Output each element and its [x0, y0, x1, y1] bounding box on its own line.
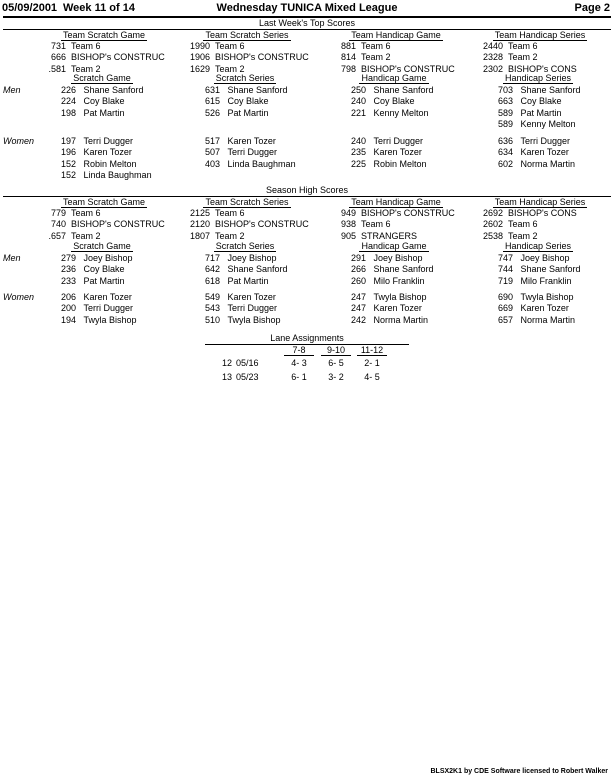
- bowler-name: Pat Martin: [520, 107, 562, 118]
- score-value: 615: [204, 96, 220, 107]
- team-name: Team 2: [361, 52, 391, 63]
- team-score-row: [476, 219, 538, 230]
- bowler-name: Norma Martin: [520, 158, 576, 169]
- score-value: 719: [497, 275, 513, 286]
- team-name: Team 2: [508, 230, 538, 241]
- score-value: 240: [350, 96, 366, 107]
- individual-column-header-label: Scratch Game: [73, 241, 131, 251]
- bowler-score-row: [488, 96, 562, 107]
- score-value: 2538: [482, 230, 503, 241]
- bowler-name: Coy Blake: [227, 96, 269, 107]
- score-value: 1629: [189, 63, 210, 74]
- bowler-score-row: [488, 276, 572, 287]
- lane-pair-header: 7-8: [284, 345, 314, 356]
- bowler-name: Shane Sanford: [520, 85, 581, 95]
- score-value: 949: [340, 208, 356, 218]
- bowler-score-row: [52, 85, 144, 96]
- score-value: 2302: [482, 63, 503, 74]
- score-value: 224: [60, 96, 76, 107]
- team-score-row: [40, 52, 165, 63]
- bowler-name: Milo Franklin: [520, 275, 572, 286]
- team-score-row: [183, 219, 309, 230]
- team-name: Team 6: [508, 219, 538, 230]
- bowler-score-row: [344, 303, 422, 314]
- score-value: 740: [50, 219, 66, 230]
- bowler-score-row: [52, 292, 132, 303]
- lane-matchup: 2- 1: [364, 358, 380, 368]
- score-value: 938: [340, 219, 356, 230]
- score-value: 636: [497, 136, 513, 146]
- report-header: [0, 0, 614, 16]
- score-value: 266: [350, 264, 366, 275]
- team-name: BISHOP's CONS: [508, 208, 577, 218]
- score-value: 260: [350, 275, 366, 286]
- team-score-row: [332, 208, 455, 219]
- gender-label: Men: [3, 85, 21, 95]
- bowler-name: Milo Franklin: [373, 275, 425, 286]
- team-name: Team 6: [71, 41, 101, 51]
- team-score-row: [40, 208, 101, 219]
- bowler-score-row: [195, 147, 277, 158]
- score-value: 517: [204, 136, 220, 146]
- team-score-row: [476, 208, 577, 219]
- bowler-name: Karen Tozer: [83, 147, 132, 158]
- score-value: 235: [350, 147, 366, 158]
- bowler-score-row: [488, 303, 569, 314]
- team-score-row: [476, 41, 538, 52]
- score-value: 589: [497, 107, 513, 118]
- score-value: 814: [340, 52, 356, 63]
- bowler-name: Linda Baughman: [83, 169, 152, 180]
- bowler-name: Joey Bishop: [83, 253, 133, 263]
- team-score-row: [40, 41, 101, 52]
- bowler-score-row: [488, 136, 570, 147]
- bowler-name: Pat Martin: [83, 107, 125, 118]
- team-name: STRANGERS: [361, 230, 418, 241]
- score-value: 669: [497, 303, 513, 314]
- team-name: Team 6: [361, 41, 391, 51]
- bowler-name: Shane Sanford: [227, 85, 288, 95]
- bowler-name: Twyla Bishop: [520, 292, 574, 302]
- bowler-score-row: [488, 315, 575, 326]
- bowler-name: Karen Tozer: [373, 147, 422, 158]
- gender-label: Women: [3, 292, 35, 302]
- bowler-score-row: [52, 147, 132, 158]
- bowler-name: Terri Dugger: [373, 136, 424, 146]
- score-value: 657: [497, 314, 513, 325]
- team-score-row: [332, 231, 417, 242]
- score-value: 152: [60, 169, 76, 180]
- bowler-score-row: [344, 315, 428, 326]
- bowler-name: Karen Tozer: [520, 303, 569, 314]
- score-value: 744: [497, 264, 513, 275]
- bowler-name: Kenny Melton: [373, 107, 429, 118]
- team-name: Team 6: [71, 208, 101, 218]
- score-value: 731: [50, 41, 66, 51]
- score-value: 247: [350, 303, 366, 314]
- league-title: Wednesday TUNICA Mixed League: [216, 2, 398, 14]
- team-column-header: [484, 30, 596, 41]
- score-value: 666: [50, 52, 66, 63]
- score-value: 526: [204, 107, 220, 118]
- bowler-name: Terri Dugger: [83, 136, 134, 146]
- bowler-score-row: [344, 253, 423, 264]
- bowler-name: Kenny Melton: [520, 118, 576, 129]
- score-value: 881: [340, 41, 356, 51]
- individual-column-header: [338, 241, 450, 252]
- bowler-name: Joey Bishop: [227, 253, 277, 263]
- bowler-score-row: [195, 303, 277, 314]
- score-value: 279: [60, 253, 76, 263]
- score-value: 2602: [482, 219, 503, 230]
- bowler-score-row: [195, 85, 288, 96]
- team-name: Team 6: [215, 41, 245, 51]
- team-name: BISHOP's CONSTRUC: [71, 219, 165, 230]
- bowler-name: Coy Blake: [373, 96, 415, 107]
- bowler-score-row: [344, 292, 427, 303]
- gender-label: Women: [3, 136, 35, 146]
- section-title: Last Week's Top Scores: [259, 18, 355, 28]
- bowler-name: Twyla Bishop: [227, 314, 281, 325]
- team-column-header: [191, 197, 303, 208]
- individual-column-header-label: Handicap Series: [504, 73, 572, 83]
- team-column-header-label: Team Scratch Series: [205, 30, 289, 40]
- score-value: 206: [60, 292, 76, 302]
- week-indicator: Week 11 of 14: [63, 2, 135, 14]
- team-column-header-label: Team Scratch Game: [62, 197, 146, 207]
- score-value: 905: [340, 230, 356, 241]
- bowler-score-row: [52, 303, 133, 314]
- bowler-score-row: [195, 159, 296, 170]
- score-value: 510: [204, 314, 220, 325]
- score-value: 1990: [189, 41, 210, 51]
- bowler-name: Robin Melton: [83, 158, 137, 169]
- team-column-header-label: Team Handicap Series: [494, 30, 586, 40]
- team-score-row: [332, 219, 391, 230]
- lane-title: Lane Assignments: [270, 333, 344, 343]
- lane-matchup: 3- 2: [328, 372, 344, 382]
- score-value: 152: [60, 158, 76, 169]
- bowler-score-row: [344, 85, 434, 96]
- lane-pair-header: 9-10: [321, 345, 351, 356]
- section-title: Season High Scores: [265, 185, 349, 195]
- team-column-header: [340, 197, 452, 208]
- team-column-header: [340, 30, 452, 41]
- score-value: 200: [60, 303, 76, 314]
- bowler-name: Pat Martin: [83, 275, 125, 286]
- bowler-name: Joey Bishop: [520, 253, 570, 263]
- score-value: 225: [350, 158, 366, 169]
- bowler-score-row: [195, 136, 276, 147]
- bowler-score-row: [52, 170, 152, 181]
- lane-week-number: 12: [221, 358, 232, 368]
- team-column-header-label: Team Handicap Game: [351, 30, 441, 40]
- score-value: 798: [340, 63, 356, 74]
- bowler-score-row: [52, 136, 133, 147]
- score-value: 1906: [189, 52, 210, 63]
- team-name: BISHOP's CONSTRUC: [215, 219, 309, 230]
- score-value: 226: [60, 85, 76, 95]
- team-name: Team 2: [71, 230, 101, 241]
- team-score-row: [183, 208, 245, 219]
- score-value: 642: [204, 264, 220, 275]
- bowler-name: Pat Martin: [227, 275, 269, 286]
- score-value: 197: [60, 136, 76, 146]
- bowler-score-row: [52, 253, 133, 264]
- team-name: Team 6: [215, 208, 245, 218]
- score-value: 703: [497, 85, 513, 95]
- score-value: 247: [350, 292, 366, 302]
- lane-pair-header: 11-12: [357, 345, 387, 356]
- individual-column-header-label: Handicap Game: [361, 73, 427, 83]
- bowler-score-row: [344, 96, 415, 107]
- gender-label: Men: [3, 253, 21, 263]
- bowler-score-row: [344, 159, 427, 170]
- score-value: 2692: [482, 208, 503, 218]
- bowler-name: Robin Melton: [373, 158, 427, 169]
- individual-column-header-label: Handicap Series: [504, 241, 572, 251]
- bowler-name: Karen Tozer: [520, 147, 569, 158]
- team-column-header-label: Team Scratch Series: [205, 197, 289, 207]
- bowler-name: Twyla Bishop: [373, 292, 427, 302]
- individual-column-header-label: Handicap Game: [361, 241, 427, 251]
- team-name: BISHOP's CONSTRUC: [361, 63, 455, 74]
- software-credit: BLSX2K1 by CDE Software licensed to Robert Walker: [430, 768, 608, 775]
- team-name: BISHOP's CONS: [508, 63, 577, 74]
- team-score-row: [40, 231, 101, 242]
- score-value: 779: [50, 208, 66, 218]
- bowler-name: Shane Sanford: [373, 264, 434, 275]
- score-value: 240: [350, 136, 366, 146]
- bowler-name: Karen Tozer: [227, 136, 276, 146]
- bowler-name: Terri Dugger: [227, 147, 278, 158]
- score-value: 507: [204, 147, 220, 158]
- bowler-score-row: [52, 108, 125, 119]
- score-value: 233: [60, 275, 76, 286]
- bowler-score-row: [344, 264, 434, 275]
- bowler-score-row: [488, 253, 570, 264]
- bowler-score-row: [195, 276, 269, 287]
- bowler-name: Joey Bishop: [373, 253, 423, 263]
- bowler-name: Pat Martin: [227, 107, 269, 118]
- bowler-score-row: [488, 108, 562, 119]
- team-name: Team 6: [361, 219, 391, 230]
- score-value: 242: [350, 314, 366, 325]
- score-value: 549: [204, 292, 220, 302]
- bowler-name: Norma Martin: [373, 314, 429, 325]
- bowler-score-row: [344, 276, 425, 287]
- team-score-row: [183, 41, 245, 52]
- bowler-score-row: [195, 253, 277, 264]
- lane-matchup: 6- 1: [291, 372, 307, 382]
- bowler-name: Karen Tozer: [227, 292, 276, 302]
- lane-matchup: 4- 5: [364, 372, 380, 382]
- team-score-row: [476, 231, 538, 242]
- lane-matchup: 6- 5: [328, 358, 344, 368]
- score-value: 2120: [189, 219, 210, 230]
- bowler-name: Coy Blake: [520, 96, 562, 107]
- team-column-header-label: Team Scratch Game: [62, 30, 146, 40]
- score-value: 2440: [482, 41, 503, 51]
- bowler-score-row: [195, 108, 269, 119]
- bowler-score-row: [344, 136, 423, 147]
- bowler-score-row: [52, 159, 137, 170]
- score-value: 1807: [189, 230, 210, 241]
- bowler-score-row: [52, 276, 125, 287]
- bowler-score-row: [488, 264, 581, 275]
- score-value: 196: [60, 147, 76, 158]
- bowler-score-row: [488, 159, 575, 170]
- score-value: 2328: [482, 52, 503, 63]
- team-name: Team 2: [71, 63, 101, 74]
- team-score-row: [476, 52, 538, 63]
- team-name: Team 2: [508, 52, 538, 63]
- bowler-score-row: [195, 264, 288, 275]
- score-value: 198: [60, 107, 76, 118]
- bowler-name: Karen Tozer: [373, 303, 422, 314]
- team-score-row: [183, 231, 245, 242]
- bowler-score-row: [488, 119, 576, 130]
- bowler-score-row: [195, 315, 281, 326]
- score-value: 618: [204, 275, 220, 286]
- bowler-name: Terri Dugger: [520, 136, 571, 146]
- score-value: .581: [48, 63, 66, 74]
- score-value: 663: [497, 96, 513, 107]
- team-column-header: [191, 30, 303, 41]
- score-value: 543: [204, 303, 220, 314]
- bowler-name: Twyla Bishop: [83, 314, 137, 325]
- bowler-score-row: [488, 85, 581, 96]
- team-column-header-label: Team Handicap Series: [494, 197, 586, 207]
- bowler-name: Coy Blake: [83, 96, 125, 107]
- individual-column-header-label: Scratch Game: [73, 73, 131, 83]
- team-name: Team 2: [215, 230, 245, 241]
- score-value: 602: [497, 158, 513, 169]
- bowler-name: Shane Sanford: [520, 264, 581, 275]
- individual-column-header: [46, 241, 158, 252]
- bowler-name: Terri Dugger: [227, 303, 278, 314]
- team-score-row: [40, 219, 165, 230]
- bowler-score-row: [195, 292, 276, 303]
- lane-week-number: 13: [221, 372, 232, 382]
- score-value: 717: [204, 253, 220, 263]
- score-value: 631: [204, 85, 220, 95]
- score-value: 250: [350, 85, 366, 95]
- team-name: Team 2: [215, 63, 245, 74]
- team-name: Team 6: [508, 41, 538, 51]
- page-number: Page 2: [574, 2, 610, 14]
- bowler-name: Norma Martin: [520, 314, 576, 325]
- bowler-score-row: [195, 96, 269, 107]
- bowler-name: Shane Sanford: [373, 85, 434, 95]
- team-column-header: [484, 197, 596, 208]
- team-column-header: [48, 30, 160, 41]
- bowler-name: Karen Tozer: [83, 292, 132, 302]
- team-score-row: [332, 41, 391, 52]
- score-value: 403: [204, 158, 220, 169]
- individual-column-header: [189, 73, 301, 84]
- score-value: 589: [497, 118, 513, 129]
- score-value: 194: [60, 314, 76, 325]
- individual-column-header: [46, 73, 158, 84]
- individual-column-header-label: Scratch Series: [215, 241, 275, 251]
- score-value: 2125: [189, 208, 210, 218]
- team-name: BISHOP's CONSTRUC: [361, 208, 455, 218]
- individual-column-header: [482, 241, 594, 252]
- team-score-row: [183, 52, 309, 63]
- score-value: 634: [497, 147, 513, 158]
- bowler-score-row: [52, 96, 125, 107]
- bowler-score-row: [488, 292, 574, 303]
- individual-column-header: [482, 73, 594, 84]
- team-column-header: [48, 197, 160, 208]
- team-column-header-label: Team Handicap Game: [351, 197, 441, 207]
- bowler-score-row: [52, 315, 137, 326]
- team-name: BISHOP's CONSTRUC: [71, 52, 165, 63]
- bowler-name: Shane Sanford: [83, 85, 144, 95]
- lane-matchup: 4- 3: [291, 358, 307, 368]
- bowler-name: Shane Sanford: [227, 264, 288, 275]
- team-name: BISHOP's CONSTRUC: [215, 52, 309, 63]
- score-value: 747: [497, 253, 513, 263]
- report-date: 05/09/2001: [2, 2, 58, 14]
- bowler-name: Linda Baughman: [227, 158, 296, 169]
- lane-date: 05/23: [236, 372, 259, 382]
- score-value: .657: [48, 230, 66, 241]
- individual-column-header: [189, 241, 301, 252]
- bowler-score-row: [344, 108, 429, 119]
- individual-column-header-label: Scratch Series: [215, 73, 275, 83]
- bowler-name: Terri Dugger: [83, 303, 134, 314]
- score-value: 690: [497, 292, 513, 302]
- bowler-score-row: [344, 147, 422, 158]
- bowler-score-row: [488, 147, 569, 158]
- team-score-row: [332, 52, 391, 63]
- score-value: 236: [60, 264, 76, 275]
- bowler-name: Coy Blake: [83, 264, 125, 275]
- score-value: 221: [350, 107, 366, 118]
- individual-column-header: [338, 73, 450, 84]
- lane-date: 05/16: [236, 358, 259, 368]
- score-value: 291: [350, 253, 366, 263]
- bowler-score-row: [52, 264, 125, 275]
